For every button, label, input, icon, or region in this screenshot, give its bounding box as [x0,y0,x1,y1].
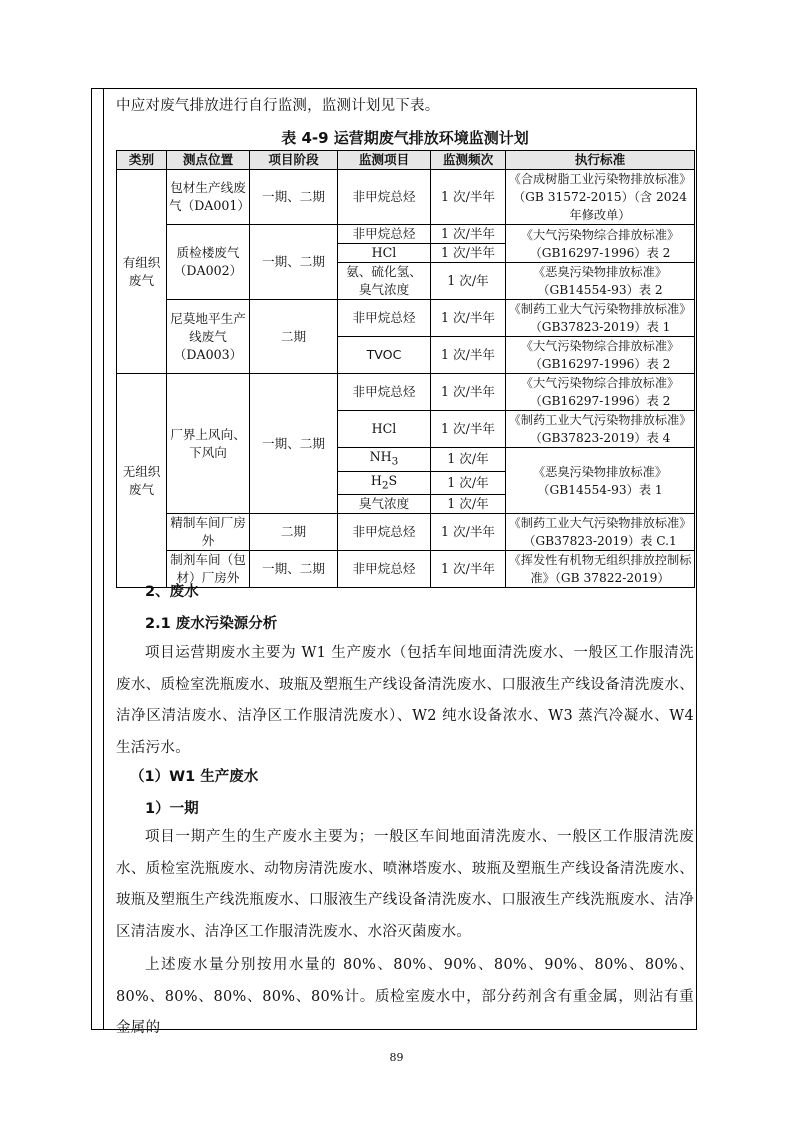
phase-cell: 一期、二期 [250,551,338,588]
item-cell: 非甲烷总烃 [338,514,431,551]
section-heading-source-analysis: 2.1 废水污染源分析 [145,616,278,632]
item-base: H [370,472,382,488]
standard-cell: 《制药工业大气污染物排放标准》（GB37823-2019）表 1 [506,300,695,337]
frequency-cell: 1 次/半年 [431,551,506,588]
frequency-cell: 1 次/年 [431,495,506,514]
table-row [117,374,695,411]
header-category: 类别 [117,151,167,170]
table-caption: 表 4-9 运营期废气排放环境监测计划 [281,129,529,147]
frequency-cell: 1 次/年 [431,263,506,300]
item-cell: HCl [338,411,431,448]
paragraph-ratios: 上述废水量分别按用水量的 80%、80%、90%、80%、90%、80%、80%、80%、80%、80%、80%、80%计。质检室废水中，部分药剂含有重金属，则沾有重金属的 [116,957,694,1036]
item-cell: 非甲烷总烃 [338,374,431,411]
frequency-cell: 1 次/半年 [431,244,506,263]
item-cell: 非甲烷总烃 [338,300,431,337]
item-cell: HCl [338,244,431,263]
location-cell: 厂界上风向、下风向 [167,374,250,514]
phase-cell: 二期 [250,514,338,551]
table-header-row [117,151,695,170]
category-cell: 无组织废气 [117,374,167,588]
item-cell: 臭气浓度 [338,495,431,514]
location-cell: 质检楼废气（DA002） [167,225,250,300]
frequency-cell: 1 次/年 [431,448,506,472]
subheading-w1: （1）W1 生产废水 [130,769,259,785]
header-frequency: 监测频次 [431,151,506,170]
monitoring-plan-table [116,150,695,588]
item-tail: S [388,472,398,488]
location-cell: 精制车间厂房外 [167,514,250,551]
table-row [117,225,695,244]
header-phase: 项目阶段 [250,151,338,170]
subheading-phase-one: 1）一期 [145,801,199,817]
standard-cell: 《大气污染物综合排放标准》（GB16297-1996）表 2 [506,374,695,411]
standard-cell: 《大气污染物综合排放标准》（GB16297-1996）表 2 [506,225,695,263]
location-cell: 包材生产线废气（DA001） [167,170,250,225]
header-item: 监测项目 [338,151,431,170]
table-row [117,170,695,225]
item-cell: 氨、硫化氢、臭气浓度 [338,263,431,300]
paragraph-phase-one: 项目一期产生的生产废水主要为；一般区车间地面清洗废水、一般区工作服清洗废水、质检室洗瓶废水、动物房清洗废水、喷淋塔废水、玻瓶及塑瓶生产线设备清洗废水、玻瓶及塑瓶生产线洗瓶废水、口服液生产线设备清洗废水、口服液生产线洗瓶废水、洁净区清洁废水、洁净区工作服清洗废水、水浴灭菌废水。 [116,829,694,940]
frequency-cell: 1 次/半年 [431,514,506,551]
item-cell: 非甲烷总烃 [338,170,431,225]
item-cell [338,471,431,495]
standard-cell: 《大气污染物综合排放标准》（GB16297-1996）表 2 [506,337,695,374]
standard-cell: 《恶臭污染物排放标准》（GB14554-93）表 1 [506,448,695,514]
table-row [117,514,695,551]
header-location: 测点位置 [167,151,250,170]
frequency-cell: 1 次/半年 [431,225,506,244]
standard-cell: 《制药工业大气污染物排放标准》（GB37823-2019）表 4 [506,411,695,448]
frequency-cell: 1 次/半年 [431,170,506,225]
phase-cell: 一期、二期 [250,170,338,225]
frequency-cell: 1 次/半年 [431,337,506,374]
category-cell: 有组织废气 [117,170,167,374]
phase-cell: 二期 [250,300,338,374]
item-base: NH [369,449,392,464]
standard-cell: 《合成树脂工业污染物排放标准》（GB 31572-2015）（含 2024 年修改单） [506,170,695,225]
table-row [117,551,695,588]
frequency-cell: 1 次/半年 [431,300,506,337]
header-standard: 执行标准 [506,151,695,170]
frequency-cell: 1 次/半年 [431,374,506,411]
phase-cell: 一期、二期 [250,225,338,300]
paragraph-overview: 项目运营期废水主要为 W1 生产废水（包括车间地面清洗废水、一般区工作服清洗废水、质检室洗瓶废水、玻瓶及塑瓶生产线设备清洗废水、口服液生产线设备清洗废水、洁净区清洁废水、洁净区工作服清洗废水）、W2 纯水设备浓水、W3 蒸汽冷凝水、W4 生活污水。 [116,645,694,756]
intro-text: 中应对废气排放进行自行监测，监测计划见下表。 [116,98,440,114]
frequency-cell: 1 次/半年 [431,411,506,448]
item-cell: 非甲烷总烃 [338,225,431,244]
location-cell: 尼莫地平生产线废气（DA003） [167,300,250,374]
location-cell: 制剂车间（包材）厂房外 [167,551,250,588]
item-subscript: 2 [381,479,389,492]
standard-cell: 《挥发性有机物无组织排放控制标准》（GB 37822-2019） [506,551,695,588]
frequency-cell: 1 次/年 [431,471,506,495]
table-row [117,300,695,337]
phase-cell: 一期、二期 [250,374,338,514]
page-number: 89 [389,1051,404,1064]
standard-cell: 《恶臭污染物排放标准》（GB14554-93）表 2 [506,263,695,300]
section-heading-wastewater: 2、废水 [145,584,199,600]
standard-cell: 《制药工业大气污染物排放标准》（GB37823-2019）表 C.1 [506,514,695,551]
item-cell: TVOC [338,337,431,374]
item-subscript: 3 [391,455,399,468]
item-cell: 非甲烷总烃 [338,551,431,588]
item-cell [338,448,431,472]
margin-line [103,88,104,1030]
